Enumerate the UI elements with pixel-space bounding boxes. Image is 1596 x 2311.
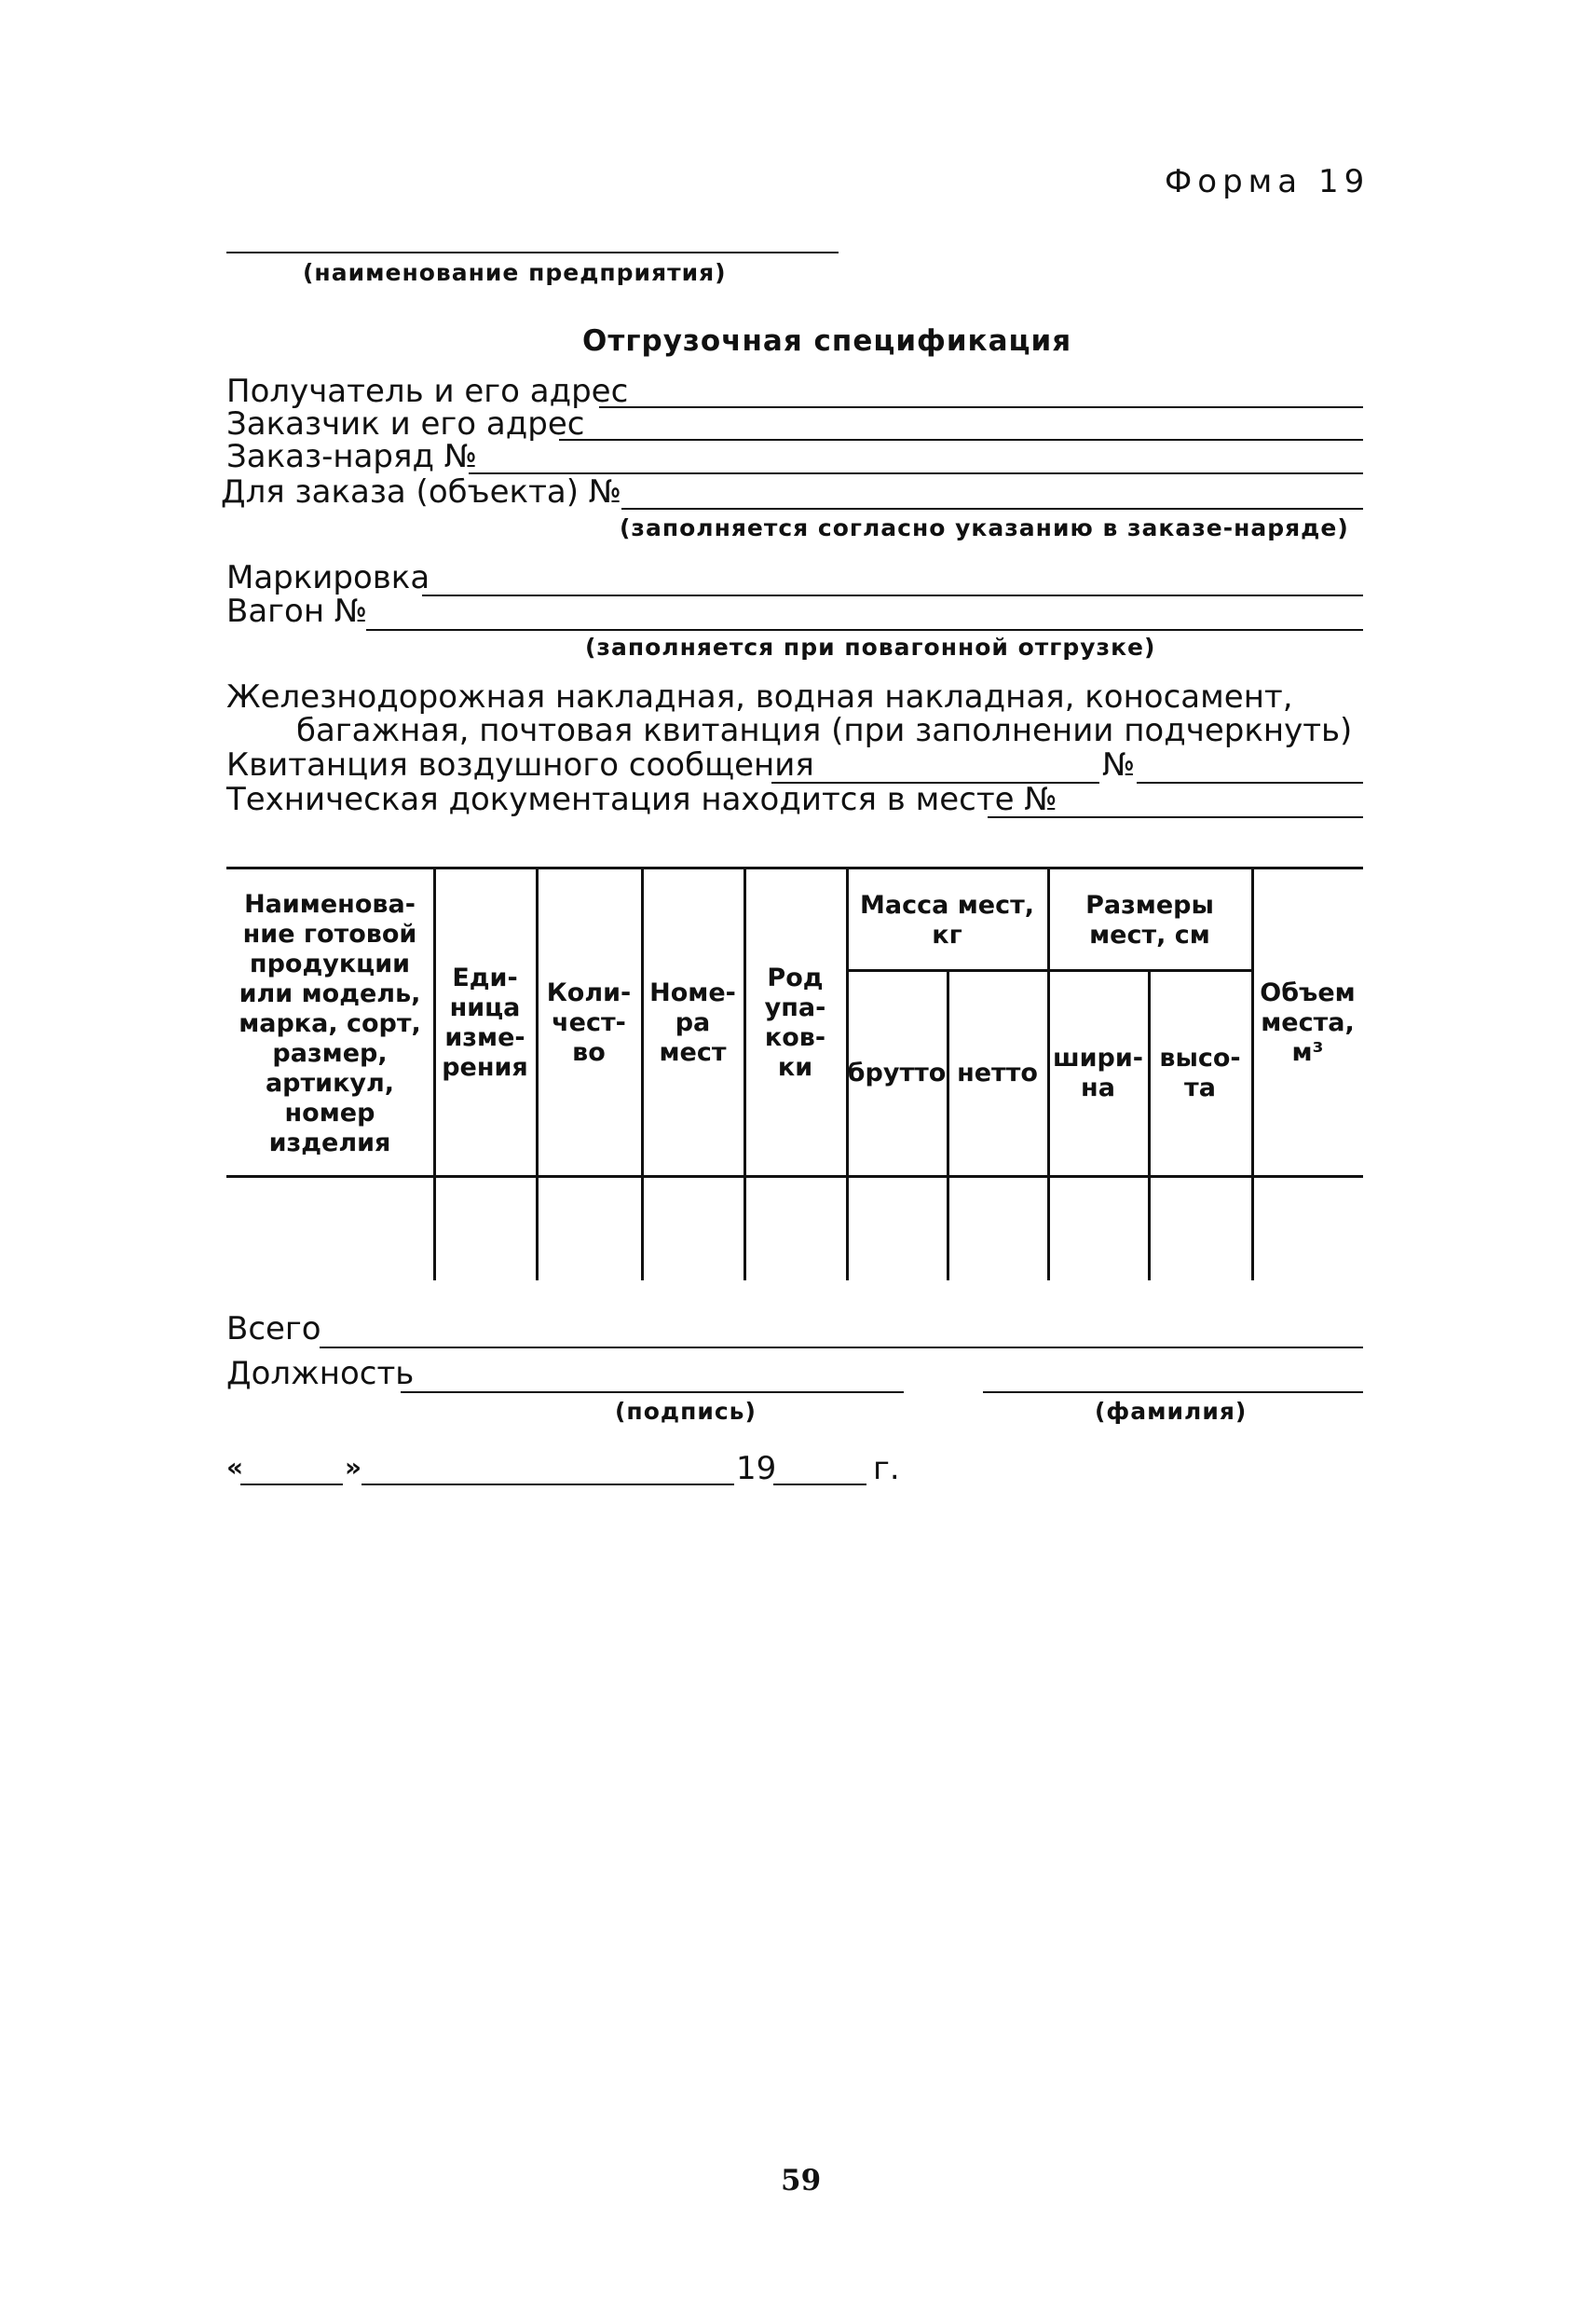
page-number: 59 xyxy=(781,2164,822,2197)
table-data-row[interactable] xyxy=(226,1178,1363,1280)
col-header-mass: Масса мест, кг xyxy=(859,890,1034,950)
table-top-border xyxy=(226,867,1363,869)
customer-line[interactable] xyxy=(559,439,1363,441)
date-open-quote: « xyxy=(226,1452,244,1483)
surname-line[interactable] xyxy=(983,1391,1363,1393)
col-header-gross: брутто xyxy=(847,1059,947,1087)
air-receipt-label: Квитанция воздушного сообщения xyxy=(226,746,814,784)
for-order-line[interactable] xyxy=(621,508,1363,510)
waybill-line-1: Железнодорожная накладная, водная накладная, коносамент, xyxy=(226,678,1293,716)
col-header-height: высо- та xyxy=(1159,1044,1241,1102)
wagon-note: (заполняется при повагонной отгрузке) xyxy=(585,634,1156,661)
col-header-unit: Еди- ница изме- рения xyxy=(442,964,528,1082)
col-header-net: нетто xyxy=(957,1059,1038,1087)
customer-label: Заказчик и его адрес xyxy=(226,405,585,443)
surname-caption: (фамилия) xyxy=(1095,1398,1248,1425)
air-receipt-no-line[interactable] xyxy=(1137,782,1363,784)
year-prefix: 19 xyxy=(736,1450,777,1487)
date-close-quote: » xyxy=(345,1452,362,1483)
order-label: Заказ-наряд № xyxy=(226,438,478,475)
tech-doc-label: Техническая документация находится в месте № xyxy=(226,781,1057,818)
order-note: (заполняется согласно указанию в заказе-наряде) xyxy=(620,514,1349,541)
col-header-volume: Объем места, м³ xyxy=(1260,978,1356,1067)
form-label: Форма 19 xyxy=(1165,163,1371,200)
signature-caption: (подпись) xyxy=(615,1398,757,1425)
year-suffix: г. xyxy=(873,1450,900,1487)
col-header-numbers: Номе- ра мест xyxy=(649,978,736,1067)
total-line[interactable] xyxy=(320,1347,1363,1348)
air-receipt-no-label: № xyxy=(1102,746,1136,784)
marking-label: Маркировка xyxy=(226,559,430,596)
for-order-label: Для заказа (объекта) № xyxy=(221,473,622,511)
col-header-width: шири- на xyxy=(1052,1044,1144,1102)
col-header-qty: Коли- чест- во xyxy=(546,978,632,1067)
recipient-label: Получатель и его адрес xyxy=(226,373,629,410)
recipient-line[interactable] xyxy=(599,406,1363,408)
col-header-sizes: Размеры мест, см xyxy=(1085,890,1214,950)
total-label: Всего xyxy=(226,1310,321,1347)
position-line[interactable] xyxy=(401,1391,904,1393)
col-header-name: Наименова- ние готовой продукции или модель, марка, сорт, размер, артикул, номер изделия xyxy=(239,890,421,1157)
date-day-line[interactable] xyxy=(240,1484,343,1485)
position-label: Должность xyxy=(226,1355,415,1392)
wagon-line[interactable] xyxy=(366,629,1363,631)
date-month-line[interactable] xyxy=(361,1484,734,1485)
enterprise-line[interactable] xyxy=(226,252,839,253)
tech-doc-line[interactable] xyxy=(988,816,1363,818)
marking-line[interactable] xyxy=(422,595,1363,596)
wagon-label: Вагон № xyxy=(226,593,368,630)
waybill-line-2: багажная, почтовая квитанция (при заполнении подчеркнуть) xyxy=(296,712,1353,749)
page-title: Отгрузочная спецификация xyxy=(582,324,1072,358)
col-header-packing: Род упа- ков- ки xyxy=(764,964,826,1082)
enterprise-caption: (наименование предприятия) xyxy=(303,259,727,286)
date-year-line[interactable] xyxy=(773,1484,866,1485)
